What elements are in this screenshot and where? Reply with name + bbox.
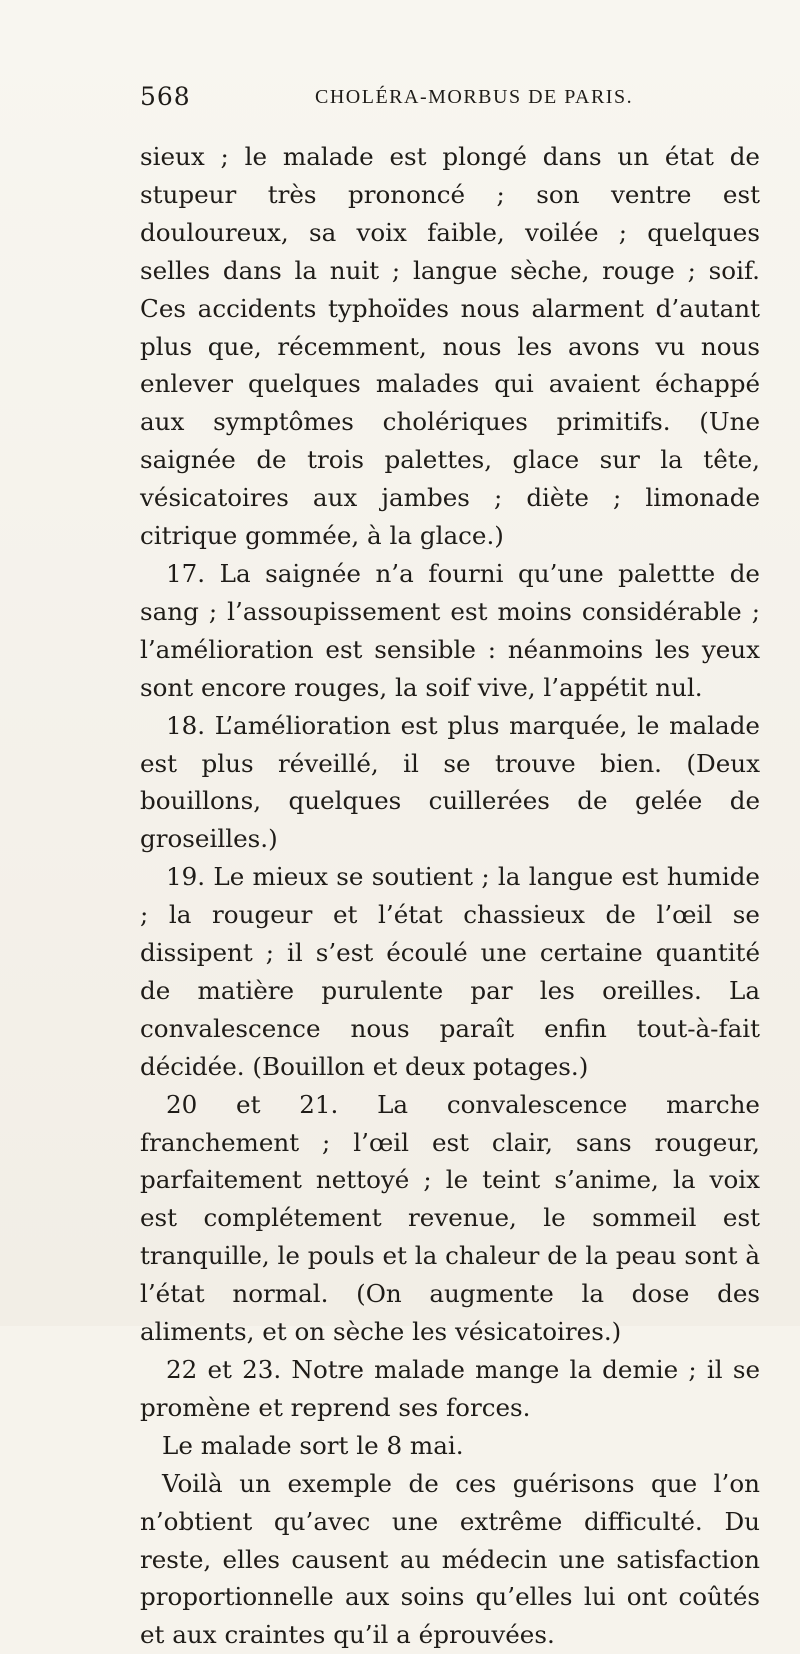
- body-text: [140, 138, 760, 1654]
- paragraph-day-18: 18. L’amélioration est plus marquée, le malade est plus réveillé, il se trouve bien. (Deux bouillons, quelques cuillerées de gelée de groseilles.): [140, 710, 760, 854]
- paragraph-day-17: 17. La saignée n’a fourni qu’une palettte de sang ; l’assoupissement est moins considérable ; l’amélioration est sensible : néanmoins les yeux sont encore rouges, la soif vive, l’appétit nul.: [140, 558, 760, 702]
- paragraph-continuation: sieux ; le malade est plongé dans un état de stupeur très prononcé ; son ventre est douloureux, sa voix faible, voilée ; quelques selles dans la nuit ; langue sèche, rouge ; soif. Ces accidents typhoïdes nous alarment d’autant plus que, récemment, nous les avons vu nous enlever quelques malades qui avaient échappé aux symptômes cholériques primitifs. (Une saignée de trois palettes, glace sur la tête, vésicatoires aux jambes ; diète ; limonade citrique gommée, à la glace.): [140, 142, 760, 551]
- paragraph-day-20-21: 20 et 21. La convalescence marche franchement ; l’œil est clair, sans rougeur, parfaitement nettoyé ; le teint s’anime, la voix est complétement revenue, le sommeil est tranquille, le pouls et la chaleur de la peau sont à l’état normal. (On augmente la dose des aliments, et on sèche les vésicatoires.): [140, 1089, 760, 1347]
- paragraph-day-22-23: 22 et 23. Notre malade mange la demie ; il se promène et reprend ses forces.: [140, 1355, 760, 1422]
- paragraph-conclusion: Voilà un exemple de ces guérisons que l’on n’obtient qu’avec une extrême difficulté. Du reste, elles causent au médecin une satisfaction proportionnelle aux soins qu’elles lui ont coûtés et aux craintes qu’il a éprouvées.: [140, 1468, 760, 1650]
- running-title: CHOLÉRA-MORBUS DE PARIS.: [315, 86, 634, 108]
- paragraph-day-19: 19. Le mieux se soutient ; la langue est humide ; la rougeur et l’état chassieux de l’œil se dissipent ; il s’est écoulé une certaine quantité de matière purulente par les oreilles. La convalescence nous paraît enfin tout-à-fait décidée. (Bouillon et deux potages.): [140, 862, 760, 1081]
- paragraph-discharge: Le malade sort le 8 mai.: [162, 1430, 464, 1460]
- page-number: 568: [140, 82, 191, 111]
- page-header: [140, 82, 800, 116]
